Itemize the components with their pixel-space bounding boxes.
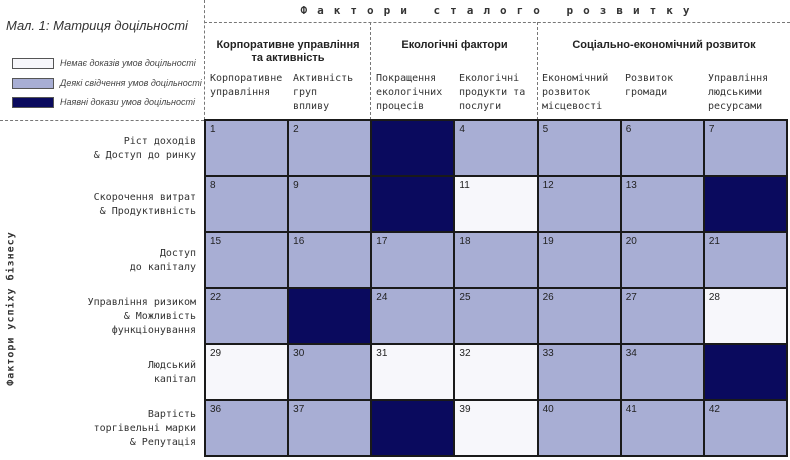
row-header: Управління ризиком & Можливість функціонування	[87, 297, 196, 336]
matrix-cell-number: 22	[210, 292, 222, 303]
column-header: Розвиток громади	[625, 73, 674, 98]
matrix-cell	[705, 289, 786, 343]
matrix-cell	[705, 233, 786, 287]
matrix-cell-number: 17	[376, 236, 388, 247]
matrix-cell	[372, 121, 453, 175]
matrix-cell	[289, 289, 370, 343]
matrix-cell-number: 5	[542, 124, 549, 135]
group-header-governance: Корпоративне управління та активність	[216, 39, 360, 64]
matrix-cell-number: 27	[625, 292, 637, 303]
matrix-cell-number: 25	[459, 292, 471, 303]
matrix-cell	[622, 401, 703, 455]
matrix-cell	[539, 401, 620, 455]
legend-item-some	[12, 77, 202, 89]
matrix-cell-number: 34	[625, 348, 637, 359]
legend-swatch-none	[12, 58, 54, 69]
matrix-cell	[372, 401, 453, 455]
legend-item-strong	[12, 96, 195, 108]
matrix-cell	[289, 121, 370, 175]
matrix-cell	[539, 233, 620, 287]
matrix-cell-number: 31	[376, 348, 388, 359]
matrix-cell	[206, 401, 287, 455]
column-header: Управління людськими ресурсами	[708, 73, 769, 112]
matrix-cell	[372, 289, 453, 343]
matrix-cell-number: 26	[542, 292, 554, 303]
matrix-cell-number: 13	[625, 180, 637, 191]
matrix-cell-number: 15	[210, 236, 222, 247]
column-header: Економічний розвиток місцевості	[542, 73, 609, 112]
group-header-environmental: Екологічні фактори	[401, 39, 508, 51]
matrix-cell	[539, 121, 620, 175]
matrix-cell-number: 16	[293, 236, 305, 247]
column-header: Корпоративне управління	[210, 73, 283, 98]
matrix-cell	[206, 233, 287, 287]
matrix-cell-number: 8	[210, 180, 216, 191]
matrix-cell-number: 40	[542, 404, 554, 415]
matrix-cell-number: 28	[708, 292, 720, 303]
matrix-cell-number: 32	[459, 348, 471, 359]
matrix-cell	[289, 401, 370, 455]
matrix-cell	[455, 401, 536, 455]
matrix-cell	[705, 121, 786, 175]
matrix-cell	[539, 345, 620, 399]
side-axis-title	[4, 178, 18, 438]
matrix-cell	[372, 233, 453, 287]
matrix-cell	[206, 289, 287, 343]
matrix-cell-number: 1	[210, 124, 216, 135]
group-header-socioeconomic: Соціально-економічний розвиток	[572, 39, 756, 51]
matrix-cell-number: 29	[210, 348, 222, 359]
matrix-cell	[372, 345, 453, 399]
row-header: Скорочення витрат & Продуктивність	[93, 192, 196, 217]
matrix-cell	[622, 289, 703, 343]
matrix-cell-number: 9	[293, 180, 299, 191]
matrix-cell	[622, 233, 703, 287]
matrix-cell	[705, 345, 786, 399]
matrix-cell-number: 2	[293, 124, 299, 135]
matrix-cell-number: 24	[376, 292, 388, 303]
matrix-cell	[206, 177, 287, 231]
matrix-cell	[622, 177, 703, 231]
matrix-cell-number: 41	[625, 404, 637, 415]
legend-item-none	[12, 57, 196, 69]
matrix-cell	[455, 177, 536, 231]
matrix-cell-number: 6	[625, 124, 632, 135]
matrix-cell	[372, 177, 453, 231]
matrix-cell	[539, 289, 620, 343]
matrix-cell	[539, 177, 620, 231]
legend-swatch-strong	[12, 97, 54, 108]
row-header: Вартість торгівельні марки & Репутація	[93, 409, 196, 448]
legend-label-none: Немає доказів умов доцільності	[60, 58, 196, 68]
matrix-cell-number: 7	[708, 124, 715, 135]
matrix-cell	[289, 345, 370, 399]
matrix-cell	[455, 345, 536, 399]
matrix-cell-number: 42	[708, 404, 720, 415]
matrix-cell	[705, 177, 786, 231]
matrix-cell-number: 18	[459, 236, 471, 247]
matrix-cell	[705, 401, 786, 455]
figure-title: Мал. 1: Матриця доцільності	[6, 18, 188, 33]
top-axis-title: Фактори сталого розвитку	[300, 4, 700, 17]
matrix-cell	[289, 177, 370, 231]
legend-swatch-some	[12, 78, 54, 89]
matrix-cell-number: 20	[625, 236, 637, 247]
matrix-cell	[455, 233, 536, 287]
side-axis-title-text: Фактори успіху бізнесу	[5, 230, 17, 386]
legend-label-some: Деякі свідчення умов доцільності	[60, 78, 202, 88]
matrix-cell-number: 33	[542, 348, 554, 359]
legend-label-strong: Наявні докази умов доцільності	[60, 97, 195, 107]
matrix-cell-number: 4	[459, 124, 465, 135]
column-header: Екологічні продукти та послуги	[459, 73, 526, 112]
header-divider-left	[204, 0, 205, 120]
column-header: Активність груп впливу	[293, 73, 354, 112]
matrix-cell-number: 12	[542, 180, 554, 191]
matrix-cell	[455, 289, 536, 343]
matrix-cell-number: 11	[459, 180, 470, 191]
top-title-divider	[204, 22, 790, 23]
matrix-cell-number: 21	[708, 236, 720, 247]
matrix-cell	[622, 121, 703, 175]
column-header: Покращення екологічних процесів	[376, 73, 443, 112]
matrix-cell-number: 39	[459, 404, 471, 415]
matrix-cell-number: 19	[542, 236, 554, 247]
matrix-grid	[204, 119, 788, 457]
matrix-cell-number: 37	[293, 404, 305, 415]
row-header: Ріст доходів & Доступ до ринку	[93, 136, 196, 161]
row-header: Людський капітал	[147, 360, 196, 385]
matrix-cell	[206, 345, 287, 399]
matrix-cell	[289, 233, 370, 287]
matrix-cell	[622, 345, 703, 399]
matrix-cell-number: 36	[210, 404, 222, 415]
matrix-cell-number: 30	[293, 348, 305, 359]
matrix-cell	[455, 121, 536, 175]
row-header: Доступ до капіталу	[129, 248, 196, 273]
matrix-cell	[206, 121, 287, 175]
